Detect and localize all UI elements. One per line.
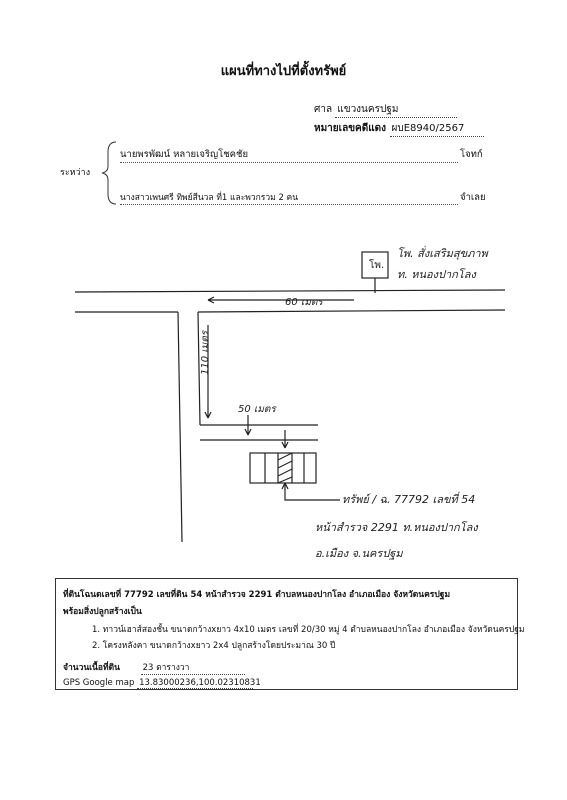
deed-line (63, 587, 450, 601)
court-line (314, 102, 457, 118)
main-road-bottom-edge-right (198, 310, 505, 312)
arrow-60m (208, 297, 354, 303)
property-label-line1: ทรัพย์ / ฉ. 77792 เลขที่ 54 (342, 493, 476, 506)
page-title: แผนที่ทางไปที่ตั้งทรัพย์ (220, 64, 347, 79)
property-callout (282, 483, 340, 500)
land-area-line (63, 660, 245, 675)
defendant-role: จำเลย (460, 192, 486, 203)
parties-brace (100, 138, 122, 208)
between-label: ระหว่าง (60, 168, 91, 178)
property-hatch (278, 453, 292, 483)
gps-label: GPS Google map (63, 678, 135, 688)
arrow-property (282, 430, 288, 448)
property-label-line2: หน้าสำรวจ 2291 ท.หนองปากโลง (315, 521, 478, 534)
land-area-label: จำนวนเนื้อที่ดิน (63, 663, 120, 673)
building-item-1: 1. ทาวน์เฮาส์สองชั้น ขนาดกว้างxยาว 4x10 เมตร เลขที่ 20/30 หมู่ 4 ตำบลหนองปากโลง อำเภอเมือง จังหวัดนครปฐม (92, 625, 525, 635)
with-buildings-label: พร้อมสิ่งปลูกสร้างเป็น (63, 607, 142, 617)
plaintiff-name: นายพรพัฒน์ หลายเจริญโชคชัย (120, 147, 458, 163)
deed-text: ที่ดินโฉนดเลขที่ 77792 เลขที่ดิน 54 หน้าสำรวจ 2291 ตำบลหนองปากโลง อำเภอเมือง จังหวัดนครปฐม (63, 590, 451, 600)
location-map (0, 230, 567, 570)
land-area-value: 23 ตารางวา (141, 660, 245, 675)
road-110m-label: 110 เมตร (200, 330, 211, 375)
office-name: โพ. สั่งเสริมสุขภาพ (397, 247, 488, 260)
office-box-label: โพ. (369, 260, 385, 271)
main-road-top-edge (75, 290, 505, 292)
case-label: หมายเลขคดีแดง (314, 123, 387, 134)
gps-value: 13.83000236,100.02310831 (139, 678, 261, 688)
office-sub: ท. หนองปากโลง (397, 268, 476, 281)
road-60m-label: 60 เมตร (285, 297, 323, 308)
property-label-line3: อ.เมือง จ.นครปฐม (315, 547, 403, 560)
defendant-name: นางสาวเพนศรี ทิพย์สีนวล ที่1 และพวกรวม 2 คน (120, 190, 458, 205)
side-road-left-edge (178, 312, 182, 542)
case-number-line (314, 121, 484, 137)
court-label: ศาล (314, 104, 333, 115)
case-number: ผบE8940/2567 (390, 121, 484, 137)
building-item-2: 2. โครงหลังคา ขนาดกว้างxยาว 2x4 ปลูกสร้างโดยประมาณ 30 ปี (92, 641, 336, 651)
plaintiff-role: โจทก์ (460, 149, 483, 160)
gps-line (63, 678, 261, 689)
road-50m-label: 50 เมตร (238, 404, 276, 415)
court-name: แขวงนครปฐม (335, 102, 457, 118)
